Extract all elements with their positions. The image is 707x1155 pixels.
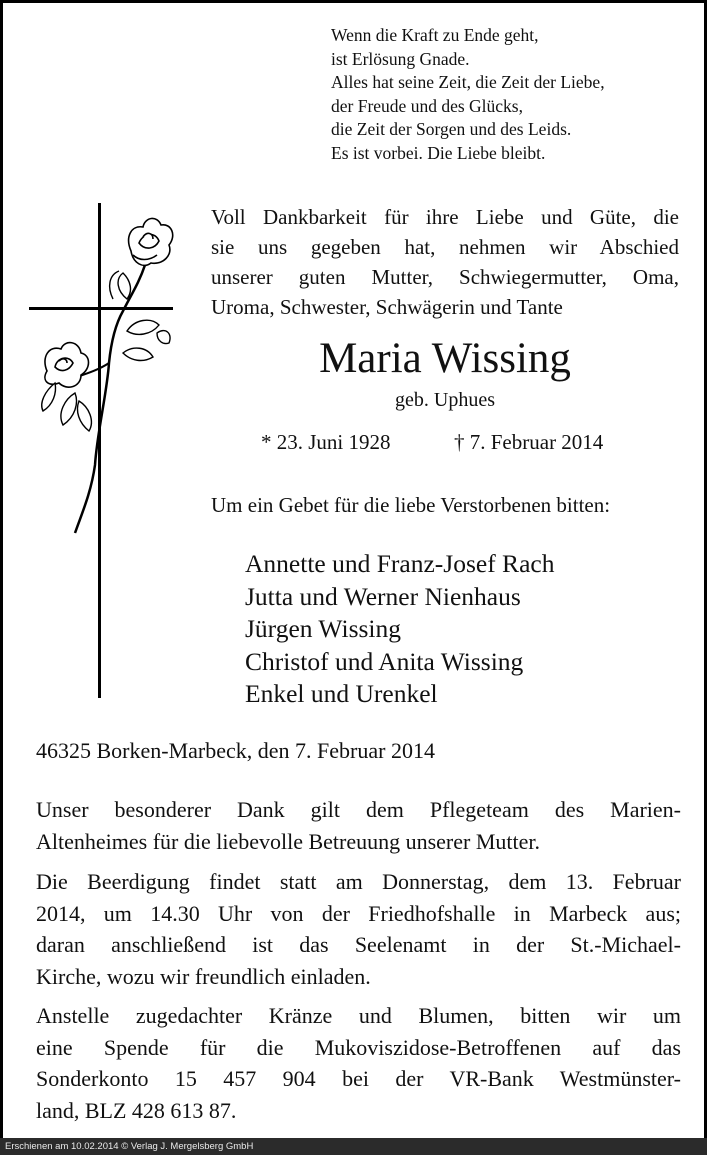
intro-line: unserer guten Mutter, Schwiegermutter, Oma, <box>211 265 679 289</box>
family-member: Jutta und Werner Nienhaus <box>245 581 521 611</box>
family-member: Christof und Anita Wissing <box>245 646 524 676</box>
prayer-request: Um ein Gebet für die liebe Verstorbenen bitten: <box>211 493 611 517</box>
donation-line: Anstelle zugedachter Kränze und Blumen, bitten wir um <box>36 1003 681 1028</box>
motto-line: ist Erlösung Gnade. <box>331 48 470 69</box>
funeral-line: Die Beerdigung findet statt am Donnerstag, dem 13. Februar <box>36 869 681 894</box>
motto-line: Alles hat seine Zeit, die Zeit der Liebe, <box>331 72 605 92</box>
intro-text <box>211 202 679 322</box>
funeral-line: 2014, um 14.30 Uhr von der Friedhofshalle in Marbeck aus; <box>36 900 681 926</box>
birth-date: * 23. Juni 1928 <box>261 430 391 454</box>
motto-line: der Freude und des Glücks, <box>331 95 523 116</box>
family-member: Jürgen Wissing <box>245 614 402 643</box>
intro-line: sie uns gegeben hat, nehmen wir Abschied <box>211 235 679 259</box>
funeral-line: daran anschließend ist das Seelenamt in der St.-Michael- <box>36 932 681 957</box>
motto-line: Es ist vorbei. Die Liebe bleibt. <box>331 142 546 163</box>
intro-line: Uroma, Schwester, Schwägerin und Tante <box>211 295 563 319</box>
funeral-line: Kirche, wozu wir freundlich einladen. <box>36 963 371 989</box>
motto-line: die Zeit der Sorgen und des Leids. <box>331 119 572 139</box>
cross-with-rose-icon <box>27 203 177 698</box>
deceased-name: Maria Wissing <box>319 335 571 382</box>
life-dates <box>261 428 681 456</box>
death-date: † 7. Februar 2014 <box>454 430 604 454</box>
family-member: Annette und Franz-Josef Rach <box>245 549 555 578</box>
family-list <box>245 548 685 711</box>
donation-line: land, BLZ 428 613 87. <box>36 1097 237 1123</box>
motto-poem <box>331 24 691 165</box>
thanks-paragraph <box>36 794 681 857</box>
donation-line: eine Spende für die Mukoviszidose-Betroffenen auf das <box>36 1034 681 1060</box>
birth-name: geb. Uphues <box>395 389 495 411</box>
motto-line: Wenn die Kraft zu Ende geht, <box>331 25 539 45</box>
thanks-line: Unser besonderer Dank gilt dem Pflegeteam des Marien- <box>36 797 681 822</box>
family-member: Enkel und Urenkel <box>245 679 438 708</box>
intro-line: Voll Dankbarkeit für ihre Liebe und Güte, die <box>211 205 679 229</box>
donation-paragraph <box>36 1000 681 1126</box>
thanks-line: Altenheimes für die liebevolle Betreuung unserer Mutter. <box>36 828 541 854</box>
funeral-paragraph <box>36 866 681 992</box>
publication-footer: Erschienen am 10.02.2014 © Verlag J. Mergelsberg GmbH <box>0 1138 707 1155</box>
donation-line: Sonderkonto 15 457 904 bei der VR-Bank Westmünster- <box>36 1066 681 1091</box>
place-date: 46325 Borken-Marbeck, den 7. Februar 2014 <box>36 738 435 763</box>
